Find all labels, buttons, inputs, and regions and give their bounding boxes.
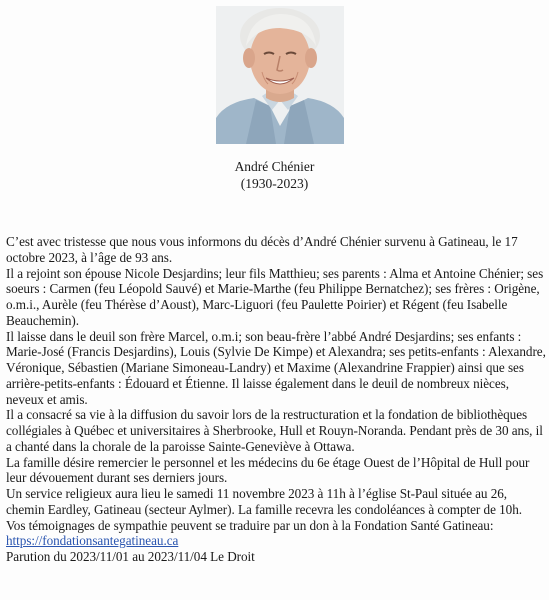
paragraph-service: Un service religieux aura lieu le samedi 11 novembre 2023 à 11h à l’église St-Paul située au 26, chemin Eardley, Gatineau (secteur Aylmer). La famille recevra les condoléances à compter de 10h. [6, 486, 522, 517]
publication-info: Parution du 2023/11/01 au 2023/11/04 Le Droit [6, 549, 255, 564]
paragraph-thanks: La famille désire remercier le personnel et les médecins du 6e étage Ouest de l’Hôpital de Hull pour leur dévouement durant ses derniers jours. [6, 454, 530, 486]
paragraph-survivors: Il laisse dans le deuil son frère Marcel, o.m.i; son beau-frère l’abbé André Desjardins; ses enfants : Marie-José (Francis Desjardins), Louis (Sylvie De Kimpe) et Alexandra; ses petits-enfants : Alexandre, Véronique, Sébastien (Mariane Simoneau-Landry) et Maxime (Alexandrine Frappier) ainsi que ses arrière-petits-enfants : Édouard et Étienne. Il laisse également dans le deuil de nombreux nièces, neveux et amis. [6, 328, 546, 407]
deceased-name: André Chénier [234, 159, 315, 174]
donation-link[interactable]: https://fondationsantegatineau.ca [6, 533, 179, 549]
paragraph-predeceased: Il a rejoint son épouse Nicole Desjardins; leur fils Matthieu; ses parents : Alma et Antoine Chénier; ses soeurs : Carmen (feu Léopold Sauvé) et Marie-Marthe (feu Philippe Bernatchez); ses frères : Origène, o.m.i., Aurèle (feu Thérèse d’Aoust), Marc-Liguori (feu Paulette Poirier) et Régent (feu Isabelle Beauchemin). [6, 265, 544, 328]
paragraph-intro: C’est avec tristesse que nous vous informons du décès d’André Chénier survenu à Gatineau, le 17 octobre 2023, à l’âge de 93 ans. [6, 234, 518, 265]
obituary-text [6, 234, 546, 565]
portrait-photo [216, 6, 344, 144]
paragraph-career: Il a consacré sa vie à la diffusion du savoir lors de la restructuration et la fondation de bibliothèques collégiales à Québec et universitaires à Sherbrooke, Hull et Rouyn-Noranda. Pendant près de 30 ans, il a chanté dans la chorale de la paroisse Sainte-Geneviève à Ottawa. [6, 407, 543, 454]
life-years: (1930-2023) [240, 176, 309, 191]
name-block [0, 158, 549, 192]
paragraph-donation: Vos témoignages de sympathie peuvent se traduire par un don à la Fondation Santé Gatineau: [6, 517, 494, 533]
